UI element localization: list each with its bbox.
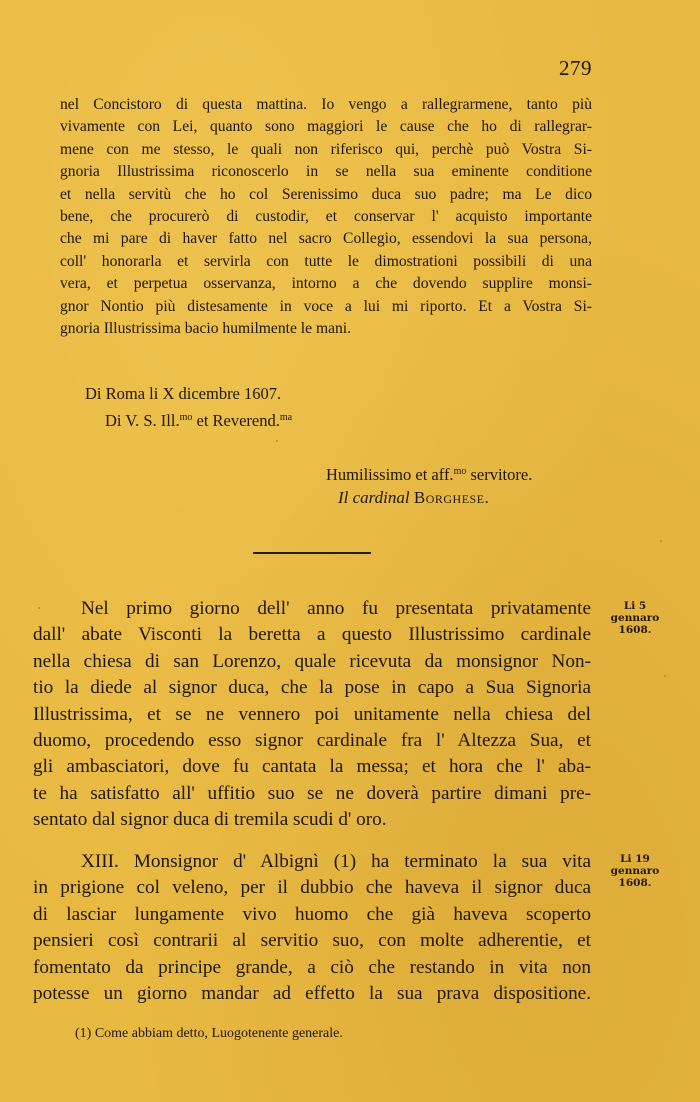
letter-signature [338, 485, 489, 510]
paragraph-line: te ha satisfatto all' uffitio suo se ne doverà partire dimani pre- [33, 782, 591, 804]
paragraph-xiii [33, 849, 591, 1007]
paragraph-line: gli ambasciatori, dove fu cantata la messa; et hora che l' aba- [33, 756, 591, 778]
letter-line: gnoria Illustrissima bacio humilmente le mani. [60, 320, 352, 338]
paragraph-line: tio la diede al signor duca, che la pose in capo a Sua Signoria [33, 677, 591, 699]
paragraph-line: di lasciar lungamente vivo huomo che già haveva scoperto [33, 903, 591, 925]
paper-speck [38, 607, 40, 609]
letter-address [105, 406, 292, 433]
paragraph-first [33, 596, 591, 834]
letter-line: gnoria Illustrissima riconoscerlo in se nella sua eminente conditione [60, 163, 592, 181]
letter-line: che mi pare di haver fatto nel sacro Collegio, essendovi la sua persona, [60, 230, 592, 248]
paragraph-line: Nel primo giorno dell' anno fu presentata privatamente [81, 598, 591, 619]
signature-name: Borghese. [413, 488, 490, 507]
address-superscript: mo [179, 412, 193, 423]
letter-line: gnor Nontio più distesamente in voce a lui mi riporto. Et a Vostra Si- [60, 297, 592, 315]
paragraph-line: potesse un giorno mandar ad effetto la sua prava dispositione. [33, 983, 591, 1005]
letter-line: vera, et perpetua osservanza, intorno a che dovendo supplire monsi- [60, 275, 592, 293]
paragraph-line: nella chiesa di san Lorenzo, quale ricevuta da monsignor Non- [33, 650, 591, 672]
letter-line: nel Concistoro di questa mattina. Io vengo a rallegrarmene, tanto più [60, 96, 592, 113]
section-divider [253, 552, 371, 554]
letter-line: mene con me stesso, le quali non riferisco qui, perchè può Vostra Si- [60, 140, 592, 158]
closing-superscript: mo [453, 466, 467, 477]
paragraph-line: fomentato da principe grande, a ciò che restando in vita non [33, 956, 591, 978]
signature-title: Il cardinal [338, 488, 410, 507]
letter-dateline: Di Roma li X dicembre 1607. [85, 384, 282, 403]
paragraph-line: dall' abate Visconti la beretta a questo Illustrissimo cardinale [33, 624, 591, 646]
paragraph-line: sentato dal signor duca di tremila scudi d' oro. [33, 809, 387, 831]
paragraph-line: duomo, procedendo esso signor cardinale fra l' Altezza Sua, et [33, 730, 591, 752]
margin-note-date [604, 600, 666, 636]
margin-note-year: 1608. [618, 624, 652, 636]
address-prefix: Di V. S. Ill. [105, 411, 180, 430]
closing-prefix: Humilissimo et aff. [326, 465, 454, 484]
margin-note-year: 1608. [618, 877, 652, 889]
letter-line: coll' honorarla et servirla con tutte le dimostrationi possibili di una [60, 252, 592, 270]
margin-note-month: gennaro [610, 865, 660, 877]
letter-body [60, 94, 592, 340]
footnote: (1) Come abbiam detto, Luogotenente generale. [75, 1026, 343, 1041]
letter-closing [326, 459, 532, 487]
address-superscript: ma [279, 412, 293, 423]
paragraph-line: Illustrissima, et se ne vennero poi unitamente nella chiesa del [33, 703, 591, 725]
letter-line: vivamente con Lei, quanto sono maggiori le cause che ho di rallegrar- [60, 118, 592, 136]
page-number: 279 [559, 56, 592, 80]
paragraph-line: XIII. Monsignor d' Albignì (1) ha terminato la sua vita [81, 851, 591, 872]
closing-suffix: servitore. [466, 465, 533, 484]
paper-speck [664, 675, 666, 677]
paper-speck [276, 440, 278, 442]
margin-note-day: Li 19 [620, 853, 650, 865]
paragraph-line: in prigione col veleno, per il dubbio che haveva il signor duca [33, 877, 591, 899]
margin-note-day: Li 5 [623, 600, 647, 612]
address-middle: et Reverend. [192, 411, 280, 430]
paper-speck [660, 540, 662, 542]
letter-line: bene, che procurerò di custodir, et conservar l' acquisto importante [60, 208, 592, 226]
letter-line: et nella servitù che ho col Serenissimo duca suo padre; ma Le dico [60, 185, 592, 203]
margin-note-month: gennaro [610, 612, 660, 624]
paragraph-line: pensieri così contrarii al servitio suo, con molte adherentie, et [33, 930, 591, 952]
margin-note-date [604, 853, 666, 889]
